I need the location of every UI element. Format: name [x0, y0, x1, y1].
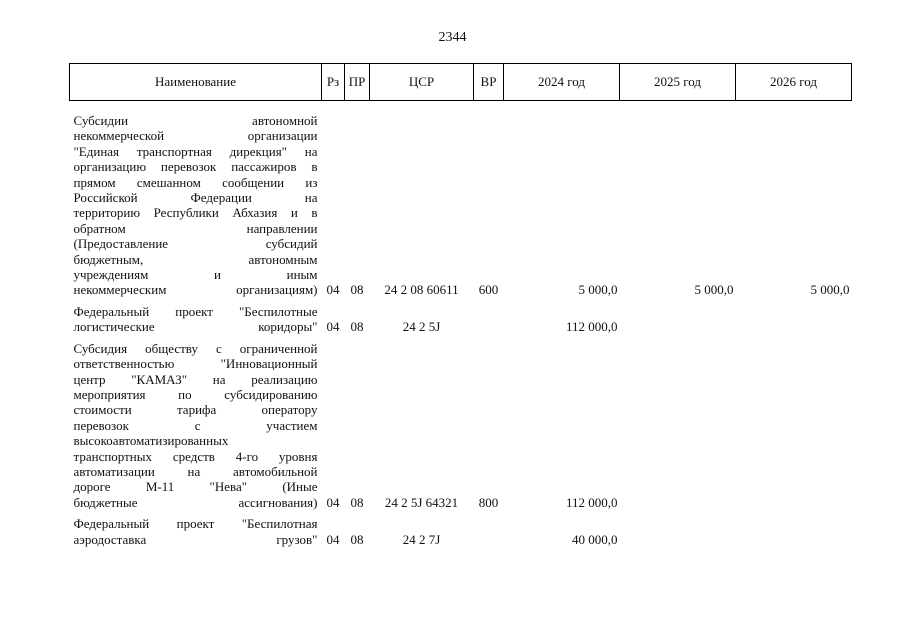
- table-row: [70, 516, 852, 547]
- name-line: мероприятия по субсидированию: [73, 386, 318, 402]
- name-line: некоммерческим организациям): [73, 282, 318, 298]
- name-line: автоматизации на автомобильной: [73, 463, 318, 479]
- header-2026: 2026 год: [736, 64, 852, 101]
- header-2024: 2024 год: [504, 64, 620, 101]
- page-number: 2344: [438, 30, 467, 45]
- name-line: высокоавтоматизированных: [73, 433, 229, 449]
- header-pr: ПР: [345, 64, 370, 101]
- name-line: территорию Республики Абхазия и в: [73, 205, 318, 221]
- budget-table: [69, 63, 852, 547]
- cell-csr: 24 2 7J: [402, 531, 441, 547]
- cell-vr: 800: [478, 494, 499, 510]
- cell-vr: [474, 304, 504, 335]
- name-line: "Единая транспортная дирекция" на: [73, 143, 318, 159]
- name-line: бюджетные ассигнования): [73, 494, 318, 510]
- row-name: [70, 304, 322, 335]
- name-line: организацию перевозок пассажиров в: [73, 159, 318, 175]
- table-row: [70, 113, 852, 298]
- name-line: центр "КАМАЗ" на реализацию: [73, 371, 318, 387]
- header-vr: ВР: [474, 64, 504, 101]
- name-line: Федеральный проект "Беспилотная: [73, 516, 318, 532]
- cell-y2024: 112 000,0: [565, 319, 618, 335]
- cell-rz: 04: [326, 282, 340, 298]
- cell-csr: 24 2 08 60611: [384, 282, 459, 298]
- row-name: [70, 113, 322, 298]
- cell-rz: 04: [326, 531, 340, 547]
- row-name: [70, 516, 322, 547]
- cell-pr: 08: [350, 494, 364, 510]
- name-line: стоимости тарифа оператору: [73, 402, 318, 418]
- cell-pr: 08: [350, 531, 364, 547]
- cell-y2026: 5 000,0: [810, 282, 850, 298]
- cell-vr: 600: [478, 282, 499, 298]
- name-line: дороге М-11 "Нева" (Иные: [73, 479, 318, 495]
- cell-y2026: [736, 304, 852, 335]
- name-line: аэродоставка грузов": [73, 531, 318, 547]
- cell-y2024: 40 000,0: [572, 531, 618, 547]
- name-line: Субсидии автономной: [73, 113, 318, 128]
- cell-pr: 08: [350, 282, 364, 298]
- header-2025: 2025 год: [620, 64, 736, 101]
- spacer-row: [70, 101, 852, 114]
- cell-pr: 08: [350, 319, 364, 335]
- name-line: Федеральный проект "Беспилотные: [73, 303, 318, 319]
- name-line: логистические коридоры": [73, 319, 318, 335]
- name-line: ответственностью "Инновационный: [73, 356, 318, 372]
- name-line: прямом смешанном сообщении из: [73, 174, 318, 190]
- table-body: [70, 101, 852, 547]
- name-line: некоммерческой организации: [73, 128, 318, 144]
- name-line: учреждениям и иным: [73, 267, 318, 283]
- header-rz: Рз: [322, 64, 345, 101]
- name-line: перевозок с участием: [73, 417, 318, 433]
- name-line: транспортных средств 4-го уровня: [73, 448, 318, 464]
- cell-vr: [474, 516, 504, 547]
- cell-rz: 04: [326, 494, 340, 510]
- header-csr: ЦСР: [370, 64, 474, 101]
- row-name: [70, 341, 322, 510]
- name-line: обратном направлении: [73, 220, 318, 236]
- header-name: Наименование: [70, 64, 322, 101]
- cell-y2025: [620, 341, 736, 510]
- cell-csr: 24 2 5J 64321: [384, 494, 459, 510]
- cell-y2024: 5 000,0: [578, 282, 618, 298]
- name-line: Российской Федерации на: [73, 190, 318, 206]
- cell-y2026: [736, 516, 852, 547]
- table-row: [70, 304, 852, 335]
- cell-csr: 24 2 5J: [402, 319, 441, 335]
- table-header-row: [70, 64, 852, 101]
- cell-rz: 04: [326, 319, 340, 335]
- cell-y2026: [736, 341, 852, 510]
- cell-y2025: [620, 304, 736, 335]
- cell-y2025: [620, 516, 736, 547]
- cell-y2025: 5 000,0: [694, 282, 734, 298]
- name-line: (Предоставление субсидий: [73, 236, 318, 252]
- name-line: Субсидия обществу с ограниченной: [73, 340, 318, 356]
- name-line: бюджетным, автономным: [73, 251, 318, 267]
- cell-y2024: 112 000,0: [565, 494, 618, 510]
- table-row: [70, 341, 852, 510]
